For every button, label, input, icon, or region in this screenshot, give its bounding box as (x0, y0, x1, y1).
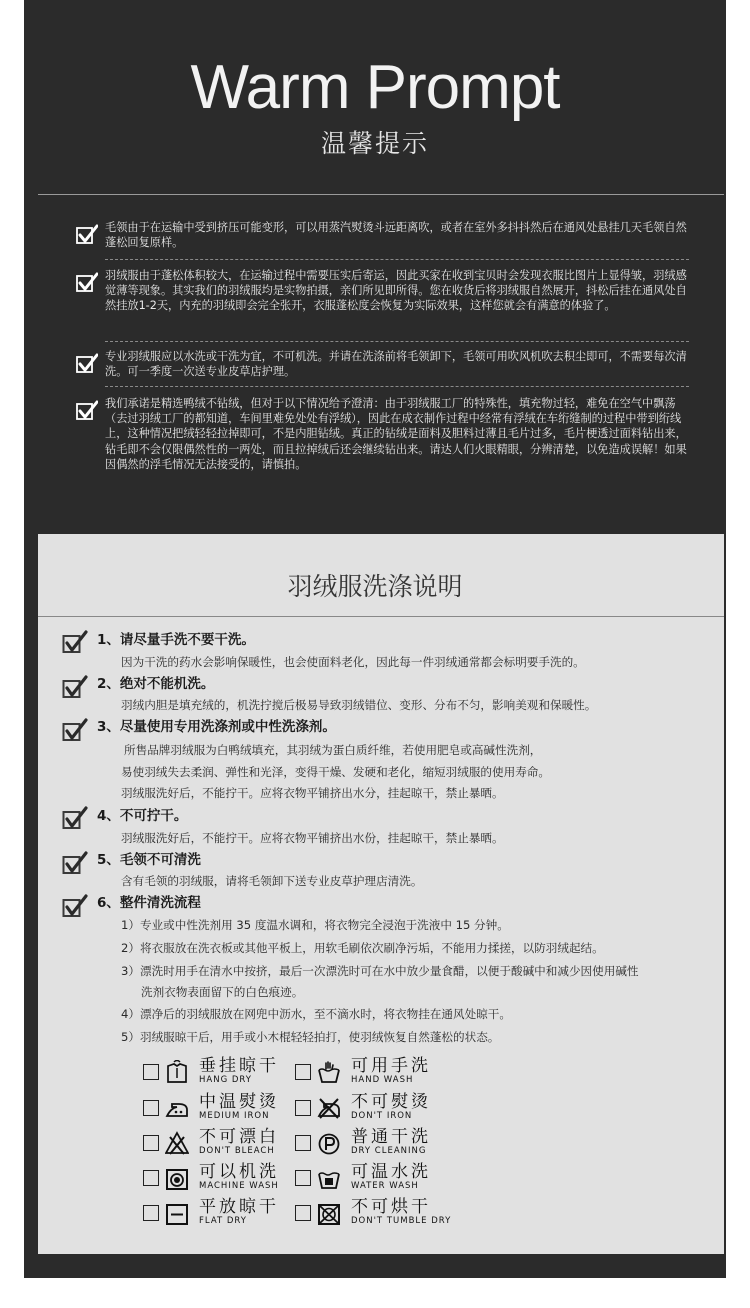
do-not-bleach-icon (165, 1131, 189, 1155)
care-label-cn: 中温熨烫 (199, 1092, 279, 1112)
washing-divider (38, 616, 724, 617)
dashed-divider (105, 341, 689, 342)
page-title-en: Warm Prompt (190, 53, 560, 122)
checkbox (143, 1135, 159, 1151)
washing-item-line: 羽绒服洗好后，不能拧干。应将衣物平铺挤出水份，挂起晾干，禁止暴晒。 (121, 831, 504, 845)
care-label-en: HANG DRY (199, 1075, 252, 1085)
notice-text: 羽绒服由于蓬松体积较大，在运输过程中需要压实后寄运，因此买家在收到宝贝时会发现衣服比图片上显得皱，羽绒感觉薄等现象。其实我们的羽绒服均是实物拍摄，亲们所见即所得。您在收货后将羽绒服自然展开，抖松后挂在通风处自然挂放1-2天，内充的羽绒即会完全张开，衣服蓬松度会恢复为实际效果，这样您就会有满意的体验了。 (105, 269, 687, 313)
washing-item-line: 所售品牌羽绒服为白鸭绒填充，其羽绒为蛋白质纤维，若使用肥皂或高碱性洗剂， (124, 743, 542, 757)
checkbox (143, 1205, 159, 1221)
care-label-en: DON'T TUMBLE DRY (351, 1216, 452, 1226)
care-label-cn: 垂挂晾干 (199, 1056, 279, 1076)
care-label-cn: 平放晾干 (199, 1197, 279, 1217)
care-label-en: DON'T BLEACH (199, 1146, 275, 1156)
notice-item (78, 220, 692, 250)
checkbox (295, 1170, 311, 1186)
washing-item-line: 羽绒服洗好后，不能拧干。应将衣物平铺挤出水分，挂起晾干，禁止暴晒。 (121, 786, 504, 800)
care-label-cn: 不可烘干 (351, 1197, 431, 1217)
page-title-cn: 温馨提示 (320, 129, 429, 158)
checkbox (295, 1064, 311, 1080)
washing-title: 羽绒服洗涤说明 (287, 572, 463, 601)
washing-item-heading: 6、整件清洗流程 (97, 895, 201, 911)
checkbox-checked-icon (62, 630, 88, 654)
washing-item-line: 含有毛领的羽绒服，请将毛领卸下送专业皮草护理店清洗。 (121, 874, 423, 888)
notice-item (78, 349, 692, 379)
washing-item-line: 羽绒内胆是填充绒的，机洗拧搅后极易导致羽绒错位、变形、分布不匀，影响美观和保暖性。 (121, 698, 597, 712)
care-label-cn: 可以机洗 (199, 1162, 279, 1182)
water-wash-icon (317, 1166, 341, 1190)
checkbox-checked-icon (62, 851, 88, 875)
washing-item-heading: 5、毛领不可清洗 (97, 852, 201, 868)
care-label-cn: 可用手洗 (351, 1056, 431, 1076)
notice-text: 我们承诺是精选鸭绒不钻绒，但对于以下情况给予澄清：由于羽绒服工厂的特殊性，填充物过轻，难免在空气中飘荡（去过羽绒工厂的都知道，车间里难免处处有浮绒），因此在成衣制作过程中经常有浮绒在车绗缝制的过程中带到绗线上，这种情况把绒轻轻拉掉即可，不是内胆钻绒。真正的钻绒是面料及胆料过薄且毛片过多，毛片梗透过面料钻出来，钻毛即不会仅限偶然性的一两处，而且拉掉绒后还会继续钻出来。请达人们火眼精眼，分辨清楚，以免造成误解！如果因偶然的浮毛情况无法接受的，请慎拍。 (105, 397, 687, 471)
hang-dry-icon (165, 1060, 189, 1084)
checkbox (143, 1064, 159, 1080)
washing-item-heading: 3、尽量使用专用洗涤剂或中性洗涤剂。 (97, 719, 336, 735)
checkbox-checked-icon (62, 675, 88, 699)
flat-dry-icon (165, 1201, 189, 1225)
checkbox-checked-icon (76, 400, 98, 422)
medium-iron-icon (165, 1096, 189, 1120)
washing-item-heading: 4、不可拧干。 (97, 808, 188, 824)
washing-item-line: 3）漂洗时用手在清水中按挤，最后一次漂洗时可在水中放少量食醋，以便于酸碱中和减少因使用碱性 (121, 964, 639, 978)
do-not-tumble-dry-icon (317, 1201, 341, 1225)
washing-item-heading: 2、绝对不能机洗。 (97, 676, 215, 692)
washing-item-line: 因为干洗的药水会影响保暖性，也会使面料老化，因此每一件羽绒通常都会标明要手洗的。 (121, 655, 585, 669)
hand-wash-icon (317, 1060, 341, 1084)
machine-wash-icon (165, 1166, 189, 1190)
checkbox-checked-icon (76, 353, 98, 375)
header-divider (38, 194, 724, 195)
checkbox (143, 1100, 159, 1116)
care-label-cn: 可温水洗 (351, 1162, 431, 1182)
washing-item-heading: 1、请尽量手洗不要干洗。 (97, 632, 255, 648)
checkbox-checked-icon (76, 224, 98, 246)
washing-item-line: 洗剂衣物表面留下的白色痕迹。 (141, 985, 304, 999)
washing-item-line: 2）将衣服放在洗衣板或其他平板上，用软毛刷依次刷净污垢，不能用力揉搓，以防羽绒起结。 (121, 941, 604, 955)
dashed-divider (105, 386, 689, 387)
dashed-divider (105, 259, 689, 260)
notice-text: 专业羽绒服应以水洗或干洗为宜，不可机洗。并请在洗涤前将毛领卸下，毛领可用吹风机吹去积尘即可，不需要每次清洗。可一季度一次送专业皮草店护理。 (105, 350, 687, 379)
care-label-en: HAND WASH (351, 1075, 414, 1085)
care-label-en: MEDIUM IRON (199, 1111, 270, 1121)
care-label-cn: 普通干洗 (351, 1127, 431, 1147)
notice-item (78, 268, 692, 314)
checkbox (295, 1135, 311, 1151)
checkbox-checked-icon (62, 806, 88, 830)
checkbox-checked-icon (62, 718, 88, 742)
care-label-en: MACHINE WASH (199, 1181, 279, 1191)
care-label-en: DRY CLEANING (351, 1146, 427, 1156)
checkbox (295, 1100, 311, 1116)
checkbox-checked-icon (76, 272, 98, 294)
care-label-en: WATER WASH (351, 1181, 419, 1191)
washing-item-line: 易使羽绒失去柔润、弹性和光泽，变得干燥、发硬和老化，缩短羽绒服的使用寿命。 (121, 765, 550, 779)
checkbox-checked-icon (62, 894, 88, 918)
checkbox (295, 1205, 311, 1221)
care-label-cn: 不可熨烫 (351, 1092, 431, 1112)
washing-item-line: 4）漂净后的羽绒服放在网兜中沥水，至不滴水时，将衣物挂在通风处晾干。 (121, 1007, 511, 1021)
notice-text: 毛领由于在运输中受到挤压可能变形，可以用蒸汽熨烫斗远距离吹，或者在室外多抖抖然后在通风处悬挂几天毛领自然蓬松回复原样。 (105, 221, 687, 250)
care-label-en: FLAT DRY (199, 1216, 247, 1226)
do-not-iron-icon (317, 1096, 341, 1120)
washing-item-line: 1）专业或中性洗剂用 35 度温水调和，将衣物完全浸泡于洗液中 15 分钟。 (121, 918, 509, 932)
notice-item (78, 396, 692, 472)
washing-item-line: 5）羽绒服晾干后，用手或小木棍轻轻拍打，使羽绒恢复自然蓬松的状态。 (121, 1030, 500, 1044)
checkbox (143, 1170, 159, 1186)
care-label-cn: 不可漂白 (199, 1127, 279, 1147)
care-label-en: DON'T IRON (351, 1111, 413, 1121)
dry-cleaning-icon (317, 1131, 341, 1155)
